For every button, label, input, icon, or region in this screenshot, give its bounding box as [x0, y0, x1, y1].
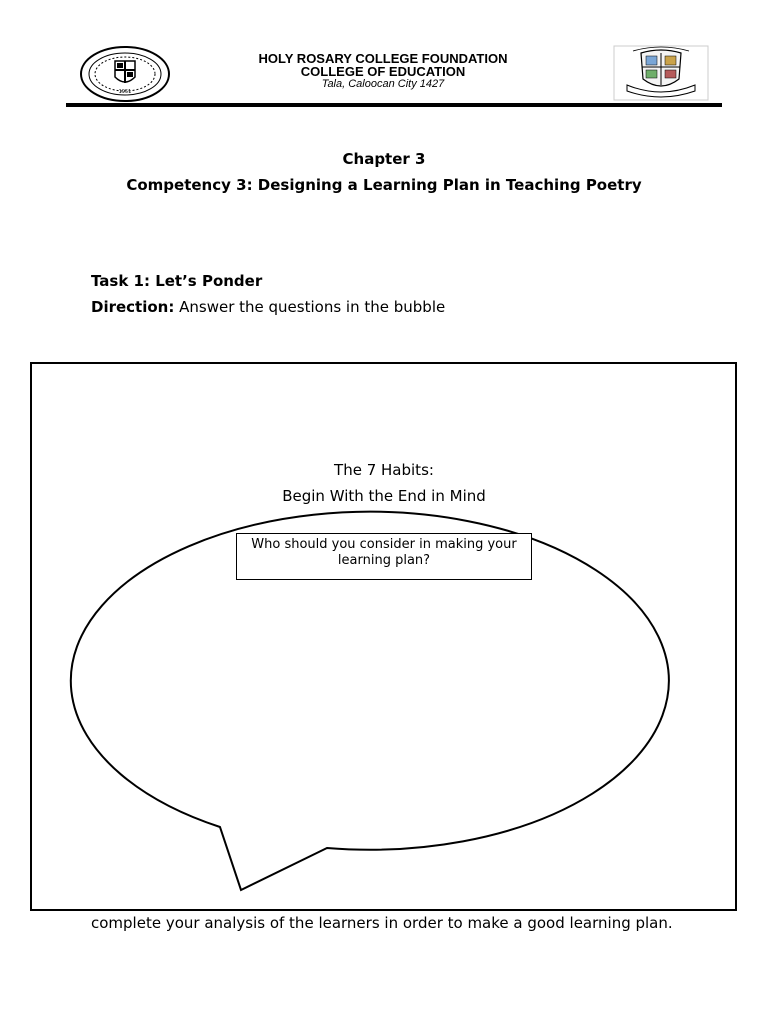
direction-text: Answer the questions in the bubble — [174, 298, 446, 316]
college-address: Tala, Caloocan City 1427 — [321, 78, 445, 90]
institution-name: HOLY ROSARY COLLEGE FOUNDATION — [258, 51, 508, 66]
college-name: COLLEGE OF EDUCATION — [300, 64, 466, 79]
competency-heading: Competency 3: Designing a Learning Plan in Teaching Poetry — [126, 176, 642, 194]
question-box — [236, 533, 532, 580]
question-text: Who should you consider in making your learning plan? — [251, 537, 517, 568]
direction-label: Direction: — [91, 298, 175, 316]
seal-year: 1951 — [118, 89, 132, 95]
habits-subtitle: Begin With the End in Mind — [282, 487, 486, 505]
footer-paragraph: complete your analysis of the learners in order to make a good learning plan. — [91, 914, 673, 932]
task-heading: Task 1: Let’s Ponder — [91, 272, 263, 290]
chapter-heading: Chapter 3 — [342, 150, 426, 168]
habits-title: The 7 Habits: — [334, 461, 434, 479]
